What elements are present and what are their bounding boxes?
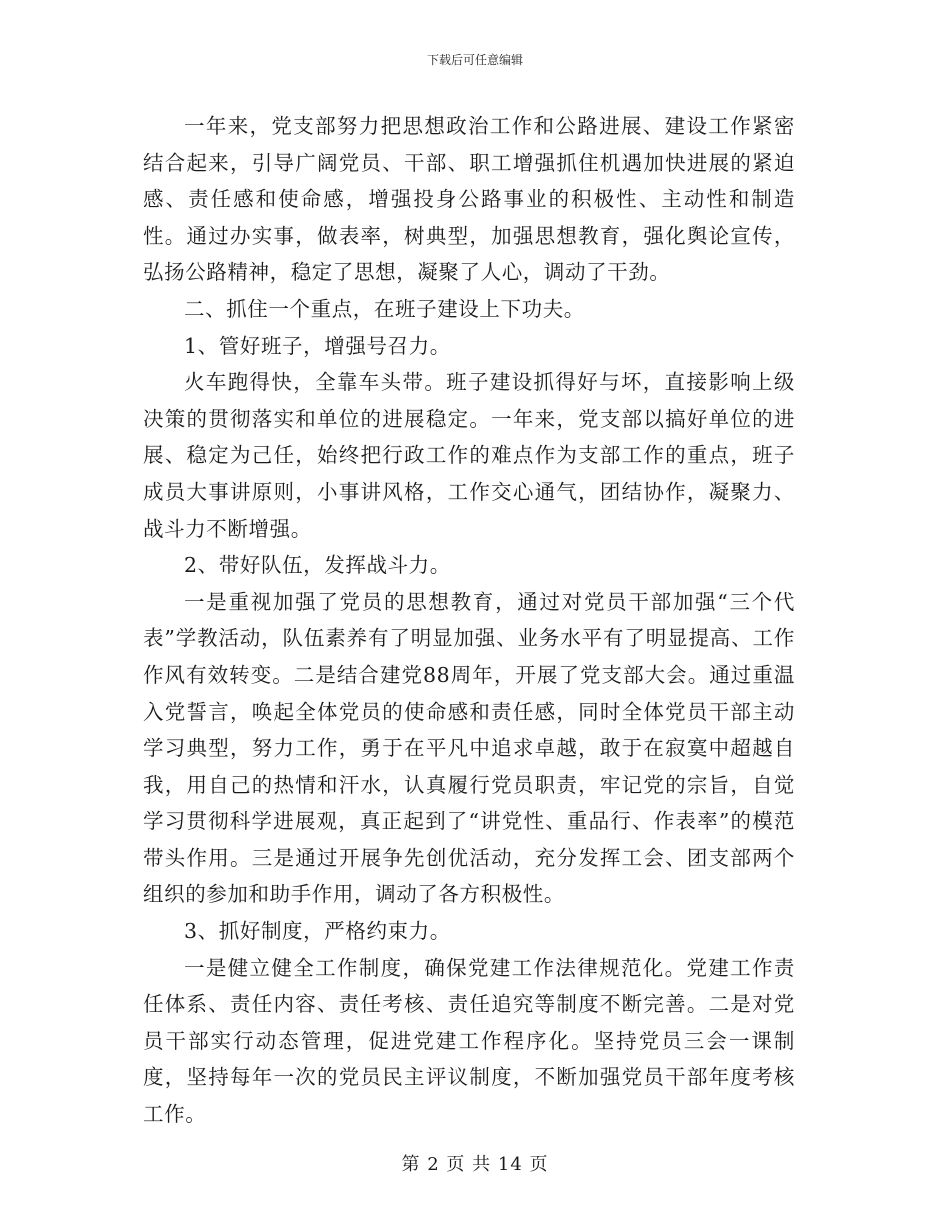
section-heading-2: 二、抓住一个重点，在班子建设上下功夫。 [184, 296, 585, 321]
document-body [143, 108, 795, 1133]
paragraph-leadership: 火车跑得快，全靠车头带。班子建设抓得好与坏，直接影响上级决策的贯彻落实和单位的进展稳定。一年来，党支部以搞好单位的进展、稳定为己任，始终把行政工作的难点作为支部工作的重点，班子成员大事讲原则，小事讲风格，工作交心通气，团结协作，凝聚力、战斗力不断增强。 [143, 370, 795, 541]
subheading-1: 1、管好班子，增强号召力。 [184, 333, 451, 358]
paragraph-team: 一是重视加强了党员的思想教育，通过对党员干部加强“三个代表”学教活动，队伍素养有了明显加强、业务水平有了明显提高、工作作风有效转变。二是结合建党88周年，开展了党支部大会。通过重温入党誓言，唤起全体党员的使命感和责任感，同时全体党员干部主动学习典型，努力工作，勇于在平凡中追求卓越，敢于在寂寞中超越自我，用自己的热情和汗水，认真履行党员职责，牢记党的宗旨，自觉学习贯彻科学进展观，真正起到了“讲党性、重品行、作表率”的模范带头作用。三是通过开展争先创优活动，充分发挥工会、团支部两个组织的参加和助手作用，调动了各方积极性。 [143, 589, 795, 907]
footer-middle: 页 共 [446, 1154, 492, 1175]
paragraph-system: 一是健立健全工作制度，确保党建工作法律规范化。党建工作责任体系、责任内容、责任考核、责任追究等制度不断完善。二是对党员干部实行动态管理，促进党建工作程序化。坚持党员三会一课制度，坚持每年一次的党员民主评议制度，不断加强党员干部年度考核工作。 [143, 955, 795, 1127]
paragraph-intro: 一年来，党支部努力把思想政治工作和公路进展、建设工作紧密结合起来，引导广阔党员、干部、职工增强抓住机遇加快进展的紧迫感、责任感和使命感，增强投身公路事业的积极性、主动性和制造性。通过办实事，做表率，树典型，加强思想教育，强化舆论宣传，弘扬公路精神，稳定了思想，凝聚了人心，调动了干劲。 [143, 114, 795, 285]
page-header-note: 下载后可任意编辑 [426, 53, 523, 67]
footer-suffix: 页 [529, 1154, 549, 1175]
subheading-2: 2、带好队伍，发挥战斗力。 [184, 553, 451, 578]
current-page-number: 2 [427, 1154, 440, 1175]
subheading-3: 3、抓好制度，严格约束力。 [184, 919, 451, 944]
total-pages-number: 14 [497, 1154, 523, 1175]
page-number-footer [0, 1153, 950, 1177]
footer-prefix: 第 [401, 1154, 421, 1175]
